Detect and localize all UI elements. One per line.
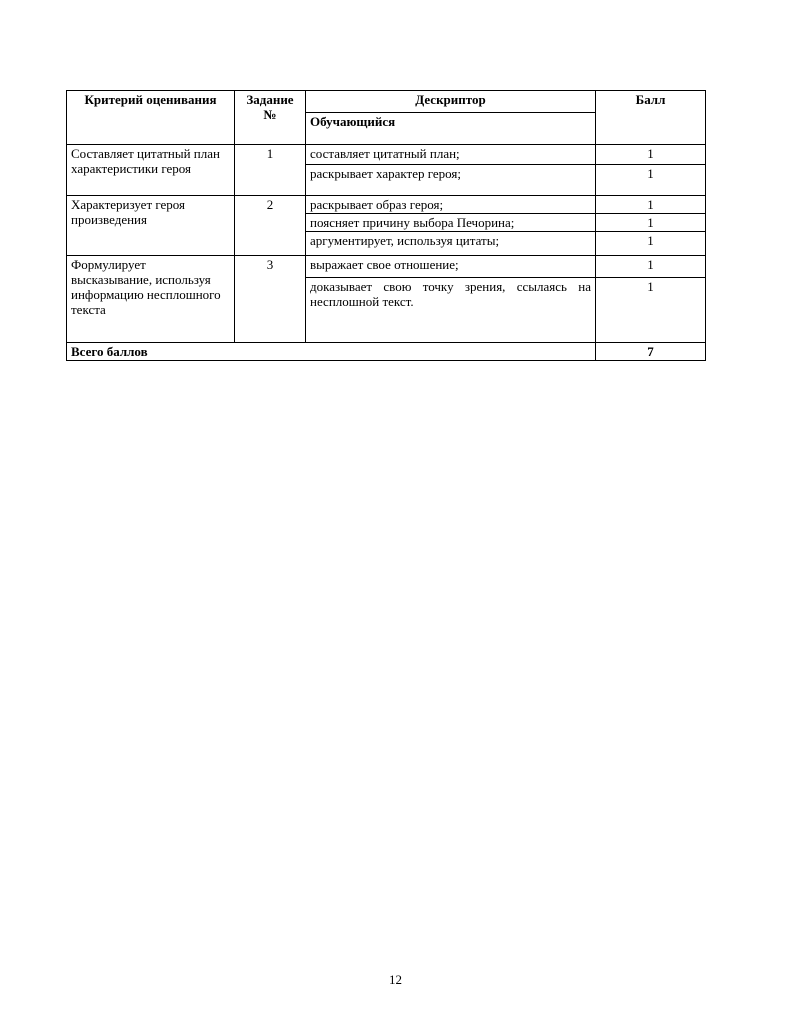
score-cell: 1 xyxy=(596,256,706,278)
table-row xyxy=(67,145,706,165)
descriptor-cell: доказывает свою точку зрения, ссылаясь на несплошной текст. xyxy=(306,278,596,343)
header-score: Балл xyxy=(596,91,706,145)
header-learner: Обучающийся xyxy=(306,113,596,145)
header-task: Задание № xyxy=(235,91,306,145)
score-cell: 1 xyxy=(596,278,706,343)
page-number: 12 xyxy=(389,972,402,987)
task-number-cell: 1 xyxy=(235,145,306,196)
table-row xyxy=(67,196,706,214)
score-cell: 1 xyxy=(596,145,706,165)
total-label: Всего баллов xyxy=(67,343,596,361)
header-row xyxy=(67,91,706,113)
descriptor-cell: аргументирует, используя цитаты; xyxy=(306,232,596,256)
criterion-cell: Составляет цитатный план характеристики героя xyxy=(67,145,235,196)
score-cell: 1 xyxy=(596,196,706,214)
assessment-rubric-table xyxy=(66,90,706,361)
score-cell: 1 xyxy=(596,214,706,232)
total-row xyxy=(67,343,706,361)
score-cell: 1 xyxy=(596,232,706,256)
total-score: 7 xyxy=(596,343,706,361)
score-cell: 1 xyxy=(596,165,706,196)
task-number-cell: 3 xyxy=(235,256,306,343)
descriptor-cell: поясняет причину выбора Печорина; xyxy=(306,214,596,232)
descriptor-cell: раскрывает образ героя; xyxy=(306,196,596,214)
header-criterion: Критерий оценивания xyxy=(67,91,235,145)
criterion-cell: Характеризует героя произведения xyxy=(67,196,235,256)
criterion-cell: Формулирует высказывание, используя информацию несплошного текста xyxy=(67,256,235,343)
descriptor-cell: раскрывает характер героя; xyxy=(306,165,596,196)
task-number-cell: 2 xyxy=(235,196,306,256)
table-row xyxy=(67,256,706,278)
descriptor-cell: выражает свое отношение; xyxy=(306,256,596,278)
header-descriptor: Дескриптор xyxy=(306,91,596,113)
descriptor-cell: составляет цитатный план; xyxy=(306,145,596,165)
